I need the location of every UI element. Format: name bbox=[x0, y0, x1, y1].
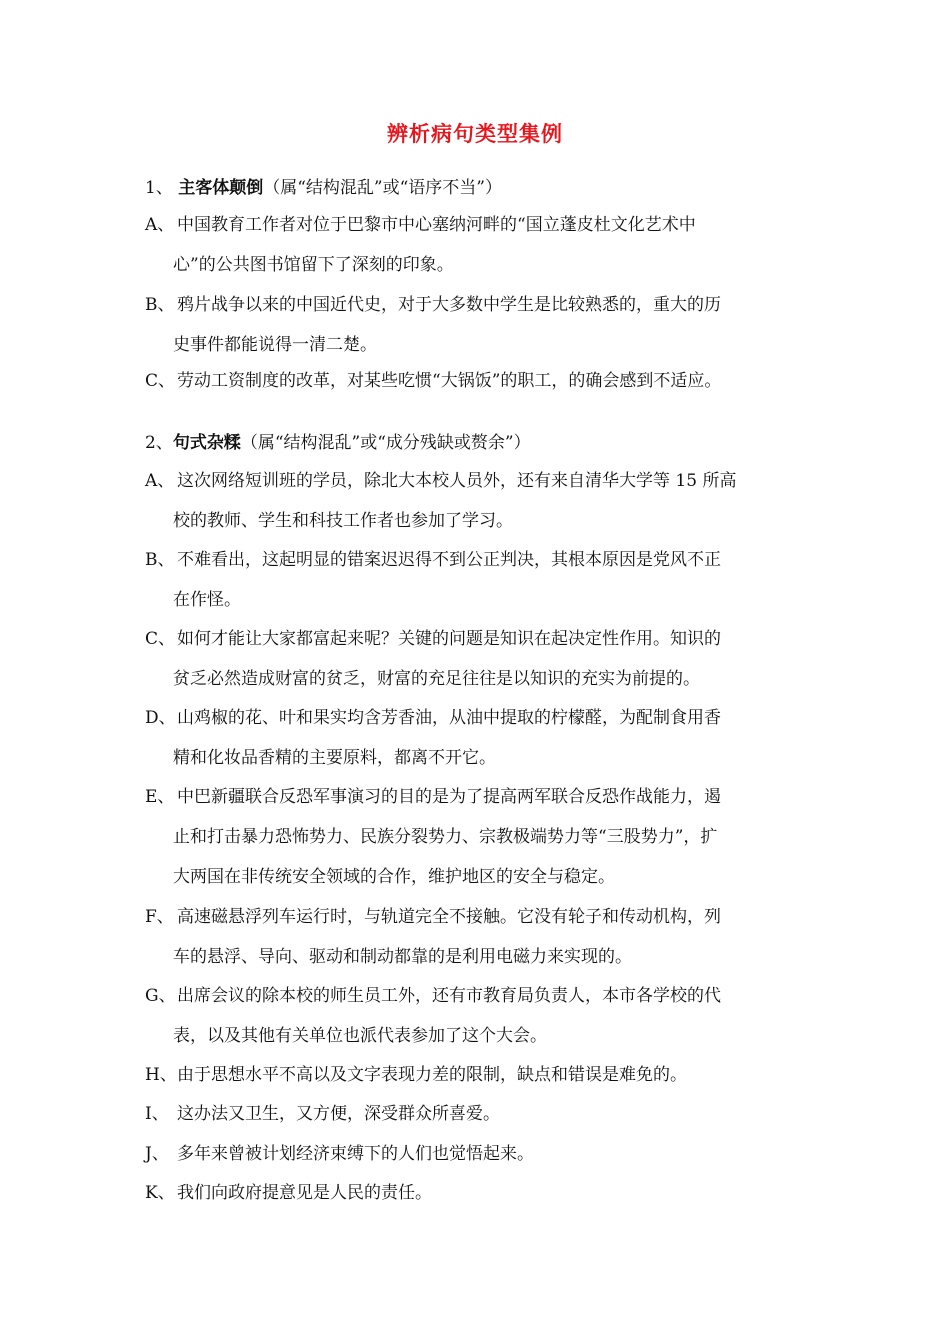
item-text-line: 史事件都能说得一清二楚。 bbox=[173, 335, 377, 355]
item-letter: K、 bbox=[145, 1183, 175, 1203]
section-note: （属“结构混乱”或“成分残缺或赘余”） bbox=[240, 433, 531, 453]
item-text-line: 这次网络短训班的学员，除北大本校人员外，还有来自清华大学等 15 所高 bbox=[177, 471, 737, 491]
sentence-item-2i bbox=[145, 1094, 811, 1134]
item-text-line: 贫乏必然造成财富的贫乏，财富的充足往往是以知识的充实为前提的。 bbox=[173, 669, 700, 689]
sentence-item-2a bbox=[145, 461, 811, 541]
item-letter: J、 bbox=[145, 1144, 169, 1164]
item-text-line: 这办法又卫生，又方便，深受群众所喜爱。 bbox=[177, 1104, 500, 1124]
item-text-line: 山鸡椒的花、叶和果实均含芳香油，从油中提取的柠檬醛，为配制食用香 bbox=[177, 708, 721, 728]
item-letter: E、 bbox=[145, 787, 175, 807]
sentence-item-1b bbox=[145, 285, 811, 365]
item-text-line: 劳动工资制度的改革，对某些吃惯“大锅饭”的职工，的确会感到不适应。 bbox=[177, 371, 722, 391]
item-text-line: 我们向政府提意见是人民的责任。 bbox=[177, 1183, 432, 1203]
sentence-item-2c bbox=[145, 619, 811, 699]
section-note: （属“结构混乱”或“语序不当”） bbox=[263, 178, 502, 198]
section-number: 2、 bbox=[145, 433, 173, 453]
item-text-line: 中国教育工作者对位于巴黎市中心塞纳河畔的“国立蓬皮杜文化艺术中 bbox=[177, 215, 696, 235]
item-text-line: 中巴新疆联合反恐军事演习的目的是为了提高两军联合反恐作战能力，遏 bbox=[177, 787, 721, 807]
item-text-line: 多年来曾被计划经济束缚下的人们也觉悟起来。 bbox=[177, 1144, 534, 1164]
section-1-heading bbox=[145, 176, 502, 200]
item-text-line: 不难看出，这起明显的错案迟迟得不到公正判决，其根本原因是党风不正 bbox=[177, 550, 721, 570]
item-letter: C、 bbox=[145, 629, 176, 649]
item-letter: H、 bbox=[145, 1065, 177, 1085]
item-text-line: 如何才能让大家都富起来呢？关键的问题是知识在起决定性作用。知识的 bbox=[177, 629, 721, 649]
item-letter: A、 bbox=[145, 471, 175, 491]
sentence-item-2e bbox=[145, 777, 811, 897]
item-text-line: 由于思想水平不高以及文字表现力差的限制，缺点和错误是难免的。 bbox=[177, 1065, 687, 1085]
section-2-heading bbox=[145, 431, 531, 455]
item-letter: A、 bbox=[145, 215, 175, 235]
item-text-line: 表，以及其他有关单位也派代表参加了这个大会。 bbox=[173, 1026, 547, 1046]
item-letter: F、 bbox=[145, 907, 174, 927]
item-text-line: 心”的公共图书馆留下了深刻的印象。 bbox=[173, 255, 454, 275]
item-text-line: 止和打击暴力恐怖势力、民族分裂势力、宗教极端势力等“三股势力”，扩 bbox=[173, 827, 718, 847]
sentence-item-2g bbox=[145, 976, 811, 1056]
document-title: 辨析病句类型集例 bbox=[387, 121, 563, 146]
item-letter: G、 bbox=[145, 986, 176, 1006]
section-number: 1、 bbox=[145, 178, 173, 198]
item-text-line: 车的悬浮、导向、驱动和制动都靠的是利用电磁力来实现的。 bbox=[173, 947, 632, 967]
item-letter: I、 bbox=[145, 1104, 169, 1124]
item-text-line: 校的教师、学生和科技工作者也参加了学习。 bbox=[173, 511, 513, 531]
item-text-line: 大两国在非传统安全领域的合作，维护地区的安全与稳定。 bbox=[173, 867, 615, 887]
item-letter: B、 bbox=[145, 550, 175, 570]
item-text-line: 鸦片战争以来的中国近代史，对于大多数中学生是比较熟悉的，重大的历 bbox=[177, 295, 721, 315]
item-text-line: 高速磁悬浮列车运行时，与轨道完全不接触。它没有轮子和传动机构，列 bbox=[177, 907, 721, 927]
section-topic: 主客体颠倒 bbox=[178, 178, 264, 198]
sentence-item-1c bbox=[145, 361, 811, 401]
sentence-item-2d bbox=[145, 698, 811, 778]
sentence-item-1a bbox=[145, 205, 811, 285]
item-letter: B、 bbox=[145, 295, 175, 315]
sentence-item-2b bbox=[145, 540, 811, 620]
sentence-item-2k bbox=[145, 1173, 811, 1213]
item-text-line: 精和化妆品香精的主要原料，都离不开它。 bbox=[173, 748, 496, 768]
item-text-line: 在作怪。 bbox=[173, 590, 241, 610]
sentence-item-2j bbox=[145, 1134, 811, 1174]
item-letter: C、 bbox=[145, 371, 176, 391]
item-text-line: 出席会议的除本校的师生员工外，还有市教育局负责人，本市各学校的代 bbox=[177, 986, 721, 1006]
item-letter: D、 bbox=[145, 708, 176, 728]
sentence-item-2h bbox=[145, 1055, 811, 1095]
section-topic: 句式杂糅 bbox=[172, 433, 241, 453]
sentence-item-2f bbox=[145, 897, 811, 977]
